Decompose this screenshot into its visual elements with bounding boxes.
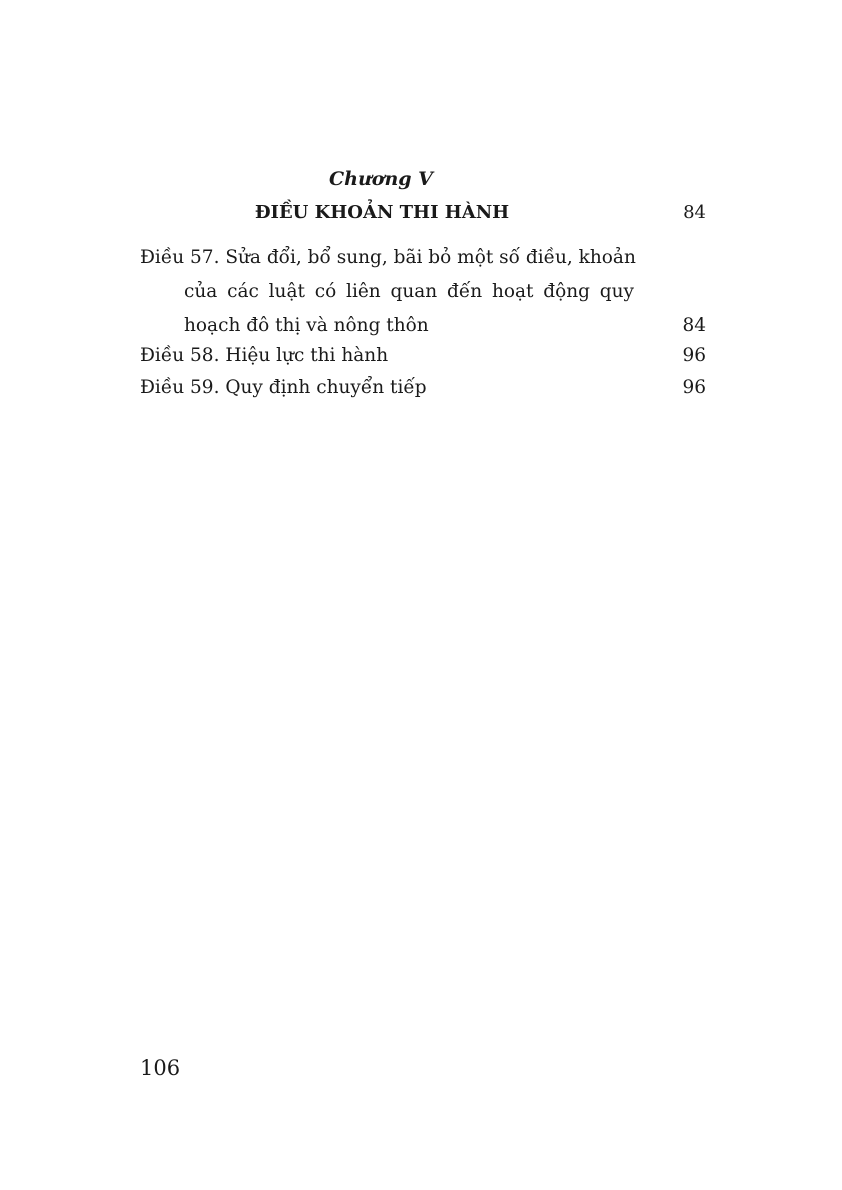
chapter-page-number: 84 <box>683 202 706 223</box>
page-folio: 106 <box>140 1056 181 1080</box>
toc-entry-article-58 <box>140 339 706 373</box>
toc-entry-line <box>140 371 706 405</box>
toc-entry-text: Điều 57. Sửa đổi, bổ sung, bãi bỏ một số điều, khoản <box>140 247 636 268</box>
toc-entry-article-57 <box>140 241 706 343</box>
chapter-label: Chương V <box>329 168 433 190</box>
toc-entry-line <box>140 309 706 343</box>
toc-entry-article-59 <box>140 371 706 405</box>
toc-entry-line <box>140 275 706 309</box>
toc-entry-line <box>140 339 706 373</box>
toc-entry-text: Điều 59. Quy định chuyển tiếp <box>140 377 427 398</box>
toc-entry-text: hoạch đô thị và nông thôn <box>184 315 429 336</box>
toc-page-number: 96 <box>682 377 706 398</box>
toc-entry-line <box>140 241 706 275</box>
chapter-title-row <box>140 200 706 226</box>
toc-entry-text: của các luật có liên quan đến hoạt động quy <box>184 281 634 302</box>
chapter-title: ĐIỀU KHOẢN THI HÀNH <box>254 202 510 223</box>
toc-page-number: 84 <box>682 315 706 336</box>
toc-entry-text: Điều 58. Hiệu lực thi hành <box>140 345 389 366</box>
toc-page-number: 96 <box>682 345 706 366</box>
